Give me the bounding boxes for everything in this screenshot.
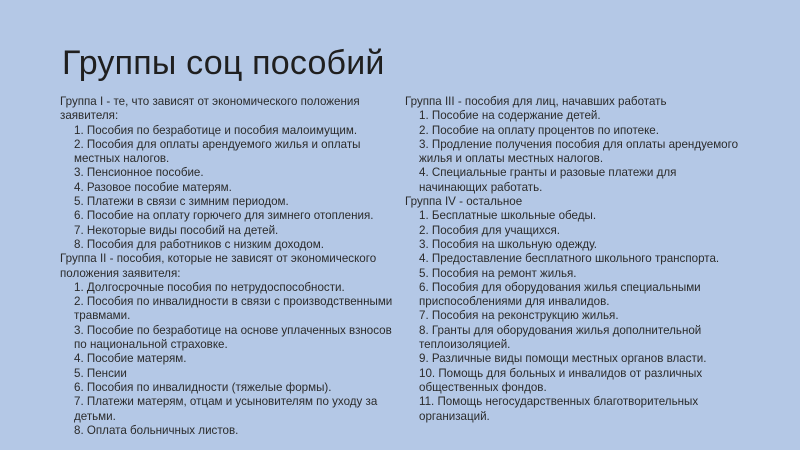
list-item: 6. Пособия по инвалидности (тяжелые формы). — [74, 380, 332, 394]
right-column — [405, 95, 745, 424]
list-item: 1. Пособие на содержание детей. — [419, 109, 601, 123]
list-item: 5. Платежи в связи с зимним периодом. — [74, 195, 289, 209]
list-item: 2. Пособия по инвалидности в связи с производственными травмами. — [74, 295, 393, 323]
list-item: 1. Бесплатные школьные обеды. — [419, 209, 597, 223]
list-item: 5. Пособия на ремонт жилья. — [419, 266, 577, 280]
list-item: 1. Пособия по безработице и пособия малоимущим. — [74, 123, 358, 137]
list-item: 8. Пособия для работников с низким доходом. — [74, 237, 324, 251]
list-item: 2. Пособия для учащихся. — [419, 223, 560, 237]
list-item: 7. Платежи матерям, отцам и усыновителям по уходу за детьми. — [74, 395, 378, 423]
list-item: 9. Различные виды помощи местных органов власти. — [419, 352, 707, 366]
list-item: 3. Пособие по безработице на основе уплаченных взносов по национальной страховке. — [74, 323, 392, 352]
list-item: 3. Пенсионное пособие. — [74, 166, 204, 180]
list-item: 6. Пособия для оборудования жилья специальными приспособлениями для инвалидов. — [419, 280, 701, 309]
list-item: 3. Продление получения пособия для оплаты арендуемого жилья и оплаты местных налогов. — [419, 137, 739, 166]
list-item: 7. Пособия на реконструкцию жилья. — [419, 309, 619, 323]
list-item: 1. Долгосрочные пособия по нетрудоспособности. — [74, 280, 345, 294]
group-heading: Группа III - пособия для лиц, начавших работать — [405, 95, 667, 108]
list-item: 8. Оплата больничных листов. — [74, 423, 239, 437]
list-item: 4. Пособие матерям. — [74, 352, 187, 366]
group-heading: Группа II - пособия, которые не зависят от экономического положения заявителя: — [60, 252, 377, 280]
list-item: 7. Некоторые виды пособий на детей. — [74, 223, 279, 237]
list-item: 4. Разовое пособие матерям. — [74, 180, 232, 194]
list-item: 10. Помощь для больных и инвалидов от различных общественных фондов. — [419, 366, 703, 394]
list-item: 8. Гранты для оборудования жилья дополнительной теплоизоляцией. — [419, 323, 702, 352]
group-heading: Группа IV - остальное — [405, 195, 523, 209]
list-item: 5. Пенсии — [74, 366, 127, 380]
list-item: 2. Пособия для оплаты арендуемого жилья и оплаты местных налогов. — [74, 137, 361, 166]
group-heading: Группа I - те, что зависят от экономического положения заявителя: — [60, 95, 360, 123]
list-item: 11. Помощь негосударственных благотворительных организаций. — [419, 395, 699, 423]
slide-title: Группы соц пособий — [62, 44, 385, 82]
list-item: 2. Пособие на оплату процентов по ипотеке. — [419, 123, 659, 137]
list-item: 3. Пособия на школьную одежду. — [419, 237, 598, 251]
list-item: 4. Специальные гранты и разовые платежи для начинающих работать. — [419, 166, 677, 194]
list-item: 4. Предоставление бесплатного школьного транспорта. — [419, 252, 720, 266]
left-column — [60, 95, 395, 438]
list-item: 6. Пособие на оплату горючего для зимнего отопления. — [74, 209, 374, 223]
